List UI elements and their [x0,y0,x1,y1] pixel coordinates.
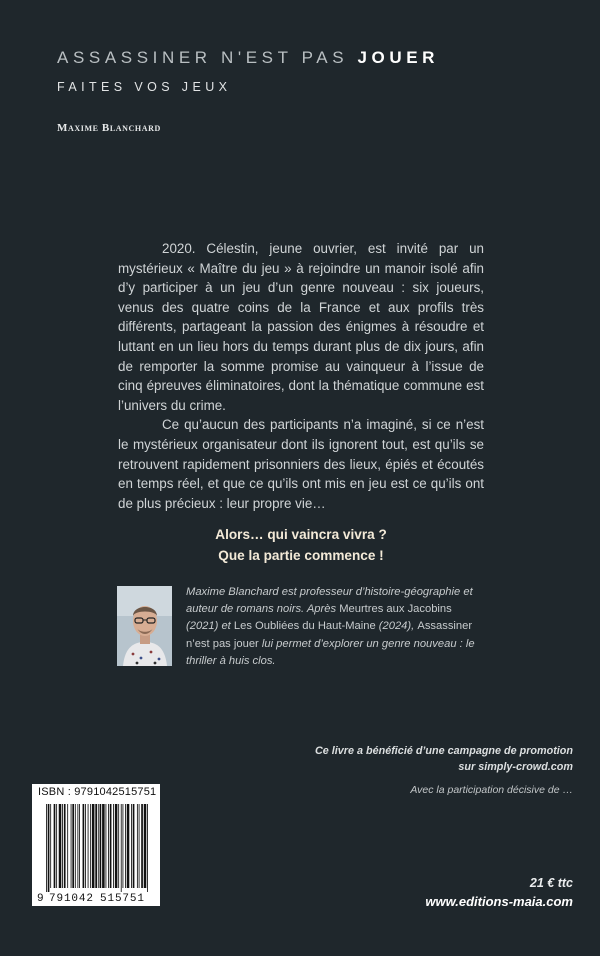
author-name: Maxime Blanchard [57,122,161,134]
bio-book-3: Assassiner n’est pas jouer [186,620,473,650]
promo-line-1: Ce livre a bénéficié d’une campagne de promotion [315,745,573,757]
promo-note [250,743,573,775]
bio-text-1: Maxime Blanchard est professeur d’histoire-géographie et auteur de romans noirs. Après [186,586,473,616]
barcode-digit-first: 9 [37,893,44,904]
barcode-digits-group-1: 791042 [49,893,93,904]
tagline [118,524,484,566]
barcode-panel [32,784,160,906]
barcode-bars [46,804,148,892]
barcode-icon [36,802,156,904]
isbn-label: ISBN : 9791042515751 [38,786,157,798]
publisher-website[interactable]: www.editions-maia.com [425,894,573,909]
partner-note: Avec la participation décisive de … [410,784,573,796]
bio-text-2: (2021) et [186,620,234,633]
synopsis-paragraph-1: 2020. Célestin, jeune ouvrier, est invité par un mystérieux « Maître du jeu » à rejoindre un manoir isolé afin d’y participer à un jeu d’un genre nouveau : six joueurs, venus des quatre coins de la France et aux profils très différents, partageant la passion des énigmes à résoudre et luttant en un lieu hors du temps durant plus de dix jours, afin de remporter la somme promise au vainqueur à l’issue de cinq épreuves éliminatoires, dont la thématique commune est l’univers du crime. [118,241,484,413]
promo-line-2: sur simply-crowd.com [458,761,573,773]
synopsis [118,239,484,513]
book-subtitle: FAITES VOS JEUX [57,80,232,94]
title-emphasis: JOUER [357,48,440,67]
bio-book-1: Meurtres aux Jacobins [339,603,452,616]
tagline-line-2: Que la partie commence ! [218,548,384,563]
barcode-digits-group-2: 515751 [100,893,144,904]
title-main: ASSASSINER N'EST PAS [57,48,349,67]
tagline-line-1: Alors… qui vaincra vivra ? [215,527,387,542]
author-photo [117,586,172,666]
bio-book-2: Les Oubliées du Haut-Maine [233,620,376,633]
author-portrait-icon [117,586,172,666]
bio-text-3: (2024), [375,620,418,633]
synopsis-paragraph-2: Ce qu’aucun des participants n’a imaginé, si ce n’est le mystérieux organisateur dont ils ignorent tout, est qu’ils se retrouvent rapidement prisonniers des lieux, épiés et écoutés en temps réel, et que ce qu’ils ont mis en jeu est ce qu’ils ont de plus précieux : leur propre vie… [118,417,484,511]
bio-text-4: lui permet d’explorer un genre nouveau : le thriller à huis clos. [186,637,475,667]
price: 21 € ttc [529,876,573,890]
book-title [57,48,439,68]
author-bio [186,584,486,670]
